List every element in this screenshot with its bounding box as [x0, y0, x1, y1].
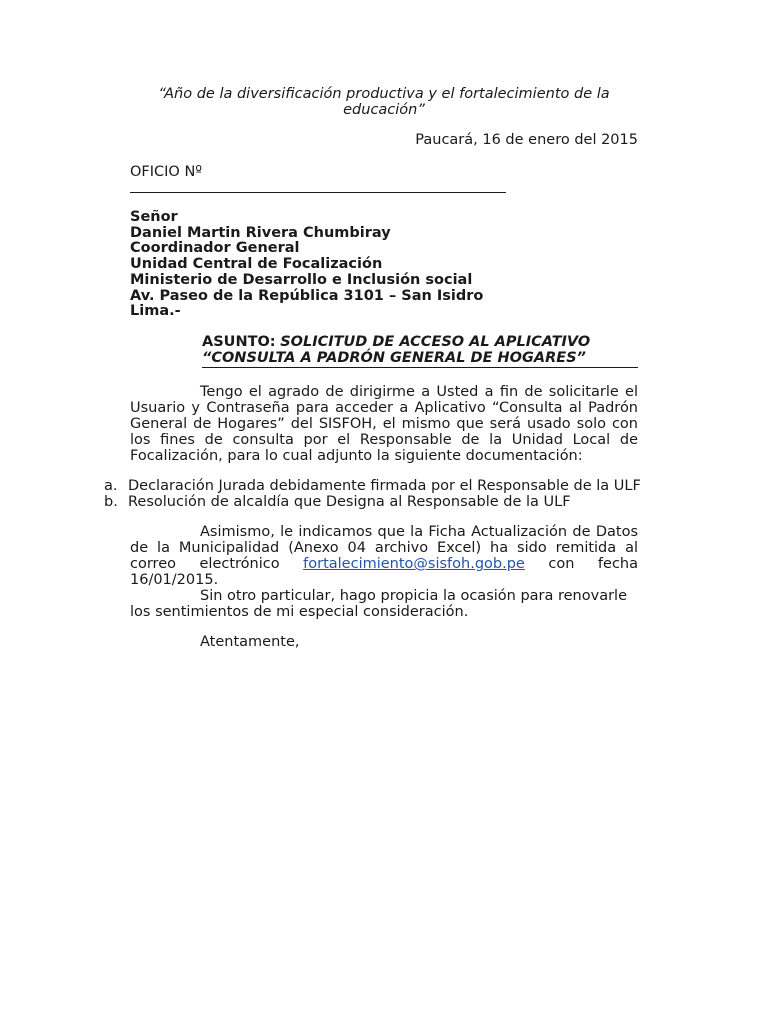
addressee-ministry: Ministerio de Desarrollo e Inclusión social: [130, 271, 473, 288]
paragraph-closing-remarks: Sin otro particular, hago propicia la ocasión para renovarle los sentimientos de mi especial consideración.: [130, 588, 627, 620]
list-text: Resolución de alcaldía que Designa al Responsable de la ULF: [128, 494, 571, 510]
list-marker: a.: [104, 478, 118, 494]
date-line: Paucará, 16 de enero del 2015: [415, 132, 638, 148]
addressee-city: Lima.-: [130, 303, 181, 320]
motto-line-1: “Año de la diversificación productiva y el fortalecimiento de la: [158, 86, 610, 102]
motto-line-2: educación”: [343, 102, 425, 118]
subject-label: ASUNTO:: [202, 334, 276, 350]
addressee-salutation: Señor: [130, 209, 178, 225]
oficio-label: OFICIO Nº: [130, 164, 203, 180]
closing: Atentamente,: [200, 634, 300, 650]
paragraph-annex-date: con fecha 16/01/2015.: [130, 556, 639, 588]
subject-underline: [202, 367, 638, 368]
addressee-address: Av. Paseo de la República 3101 – San Isidro: [130, 287, 484, 304]
addressee-name: Daniel Martin Rivera Chumbiray: [130, 224, 391, 241]
list-text: Declaración Jurada debidamente firmada por el Responsable de la ULF: [128, 478, 641, 494]
addressee-unit: Unidad Central de Focalización: [130, 256, 383, 273]
addressee-block: [130, 210, 483, 320]
subject-line-2: “CONSULTA A PADRÓN GENERAL DE HOGARES”: [202, 350, 586, 366]
paragraph-request: Tengo el agrado de dirigirme a Usted a fin de solicitarle el Usuario y Contraseña para acceder a Aplicativo “Consulta al Padrón General de Hogares” del SISFOH, el mismo que será usado solo con los fines de consulta por el Responsable de la Unidad Local de Focalización, para lo cual adjunto la siguiente documentación:: [130, 384, 638, 464]
motto: [130, 86, 638, 118]
subject-line-1: SOLICITUD DE ACCESO AL APLICATIVO: [280, 334, 591, 350]
list-marker: b.: [104, 494, 118, 510]
email-link[interactable]: fortalecimiento@sisfoh.gob.pe: [303, 556, 525, 572]
paragraph-annex: [130, 524, 638, 588]
oficio-number-blank-line: [130, 192, 506, 193]
paragraph-annex-text: Asimismo, le indicamos que la Ficha Actualización de Datos de la Municipalidad (Anexo 04 archivo Excel) ha sido remitida al correo electrónico: [130, 524, 638, 572]
subject-block: [202, 334, 590, 366]
addressee-position: Coordinador General: [130, 240, 300, 257]
